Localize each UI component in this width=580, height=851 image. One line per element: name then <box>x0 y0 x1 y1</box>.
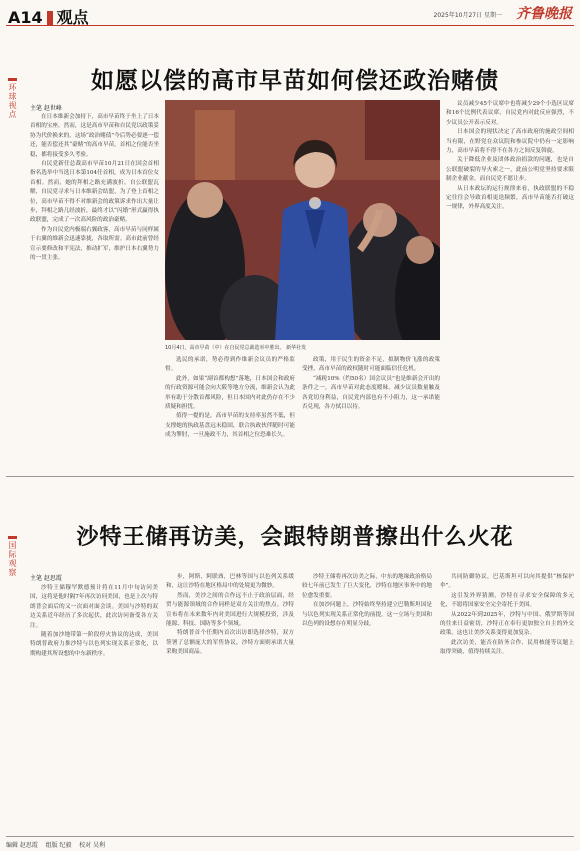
design-credit: 组版 纪毅 <box>45 842 72 849</box>
paragraph: 选民的承诺，势必得到作维新会议员的严格监督。 <box>165 357 295 373</box>
article2-section-label-text: 国际观察 <box>8 541 17 577</box>
paragraph: 政策，用于民生的资金不足，拟制物价飞涨的政策受挫，高市早苗的政权随时可能面临信任危机。 <box>302 357 440 373</box>
article2-section-label <box>7 536 18 577</box>
article1-section-label-text: 环球视点 <box>8 83 17 119</box>
takaichi-photo-illustration <box>165 100 440 340</box>
paragraph: 沙特王储将再次访美之际，中东的地缘政治格局较七年前已发生了巨大变化，沙特在地区事务中的地位愈发重要。 <box>302 574 432 599</box>
paragraph: 议员减少45个议席中也将减少29个小选区议席和16个比例代表议席，自民党内对此反应强烈，不少议员公开表示反对。 <box>446 101 574 126</box>
paragraph: 在加沙问题上，沙特始终坚持建立巴勒斯坦国是与以色列实现关系正常化的前提，这一立场与美国和以色列的设想存在明显分歧。 <box>302 602 432 628</box>
paragraph: 步，阿斯，阿联酋，巴林等国与以色列关系缓和，这让沙特在地区格局中的处境更为微妙。 <box>166 574 294 590</box>
article1-section-label <box>7 78 18 119</box>
masthead <box>6 0 574 26</box>
article1-byline: 主笔 赵世峰 <box>30 105 62 112</box>
paragraph: 从2022年到2025年，沙特与中国、俄罗斯等国的往来日益密切，沙特正在奉行更加独立自主的外交政策，这也让美沙关系变得更加复杂。 <box>440 611 574 637</box>
label-marker <box>8 536 17 539</box>
article1-column-2 <box>165 356 295 468</box>
article1-column-4 <box>446 100 574 468</box>
paragraph: 作为自民党内极端右翼政客，高市早苗与同样属于右翼的维新会迅速靠拢，各取所需。高市此前曾经宣示要修改和平宪法，推动扩军，维护日本右翼势力的一贯主张。 <box>30 226 159 262</box>
article2-column-3 <box>302 573 432 832</box>
paragraph: 自民党新任总裁高市早苗10月21日在国会首相指名选举中当选日本第104任首相，成为日本首位女首相。然而，她的拜相之路充满波折，自公联盟瓦解，自民党寻求与日本维新会结盟，为了登上首相之位，高市早苗不得不对维新会的政策诉求作出大量让步，拜相之路几经波折，最终才以“闪婚”形式赢得执政联盟，完成了一次高风险的政治豪赌。 <box>30 161 159 224</box>
section-divider <box>6 476 574 477</box>
article2-column-1 <box>30 584 158 832</box>
page-code <box>8 5 89 28</box>
paragraph: 此外，如果“副首都构想”落地，日本国会和政府的行政资源可能会向大阪等地方分流，维新会认为此举有助于分散首都风险，但日本国内对此仍存在不少质疑和担忧。 <box>165 375 295 411</box>
newspaper-logo: 齐鲁晚报 <box>516 6 572 22</box>
paragraph: 随着加沙地带第一阶段停火协议的达成，美国特朗普政府力推沙特与以色列实现关系正常化，以期构建其所设想的中东新秩序。 <box>30 632 158 657</box>
article1-column-1 <box>30 113 159 468</box>
paragraph: “减税10%（约50名）国会议员”也是维新会开出的条件之一，高市早苗对此态度暧昧。减少议员数量触及各党切身利益，自民党内部也有不小阻力，这一承诺能否兑现，各方拭目以待。 <box>302 375 440 411</box>
paragraph: 这引发外界猜测，沙特在寻求安全保障的多元化，不愿将国家安全完全寄托于美国。 <box>440 592 574 609</box>
issue-date: 2025年10月27日 星期一 <box>433 12 502 19</box>
paragraph: 共同防御协议，巴基斯坦可以向其提供“核保护伞”。 <box>440 574 574 590</box>
editor-credit: 编辑 赵思霞 <box>6 842 38 849</box>
paragraph: 此次访美，能否在防务合作、民用核能等议题上取得突破，值得持续关注。 <box>440 639 574 656</box>
article2-headline: 沙特王储再访美，会跟特朗普擦出什么火花 <box>76 525 514 550</box>
article2-byline: 主笔 赵思霞 <box>30 575 62 582</box>
page-number: A14 <box>8 8 43 27</box>
paragraph: 在日本维新会加持下，高市早苗终于坐上了日本首相的宝座。然而，这是高市早苗和自民党以政策妥协为代价换来的，这场“政治赌债”今后势必要逐一偿还，能否偿还其“豪赌”的高市早苗，首相之位能否坐稳，都将接受多久考验。 <box>30 114 159 158</box>
page-footer <box>6 836 574 849</box>
paragraph: 特朗普首个任期内首次出访即选择沙特，双方签署了总额庞大的军售协议，沙特方面则承诺大量采购美国商品。 <box>166 630 294 656</box>
label-marker <box>8 78 17 81</box>
article1-photo-caption: 10月4日，高市早苗（中）在自民党总裁选举中胜出。 新华社发 <box>165 345 307 351</box>
article2-column-4 <box>440 573 574 832</box>
proof-credit: 校对 吴利 <box>79 842 106 849</box>
article1-photo <box>165 100 440 340</box>
paragraph: 值得一提的是，高市早苗的支持率虽然不低，但支撑她的执政基盘远未稳固，联合执政伙伴随时可能成为掣肘，一旦施政不力，其首相之位恐难长久。 <box>165 413 295 439</box>
article1-headline: 如愿以偿的高市早苗如何偿还政治赌债 <box>91 68 499 94</box>
section-name: 观点 <box>56 8 89 27</box>
paragraph: 沙特王储穆罕默德预计将在11月中旬访问美国，这将是他时隔7年再次访问美国，也是上次与特朗普会面后的又一次面对面会谈。美国与沙特的双边关系近年经历了多次起伏，此次访问备受各方关注。 <box>30 585 158 629</box>
paragraph: 然而，美沙之间的合作远不止于政治层面，经贸与能源领域的合作同样是双方关注的焦点。沙特宣布将在未来数年内对美国进行大规模投资，涉及能源、科技、国防等多个领域。 <box>166 592 294 628</box>
article2-column-2 <box>166 573 294 832</box>
paragraph: 从日本政坛的运行规律来看，执政联盟的不稳定往往会导致首相更迭频繁，高市早苗能否打破这一规律，外界高度关注。 <box>446 185 574 211</box>
page-separator <box>47 11 53 25</box>
article1-column-3 <box>302 356 440 468</box>
paragraph: 关于降低企业及团体政治捐款的问题，也是自公联盟破裂的导火索之一，此前公明党坚持要求限制企业献金，而自民党不愿让步。 <box>446 157 574 183</box>
paragraph: 日本国会的现状决定了高市政府的施政空间相当有限，在野党在众议院和参议院中仍有一定影响力，高市早苗将不得不在各方之间反复斡旋。 <box>446 129 574 155</box>
